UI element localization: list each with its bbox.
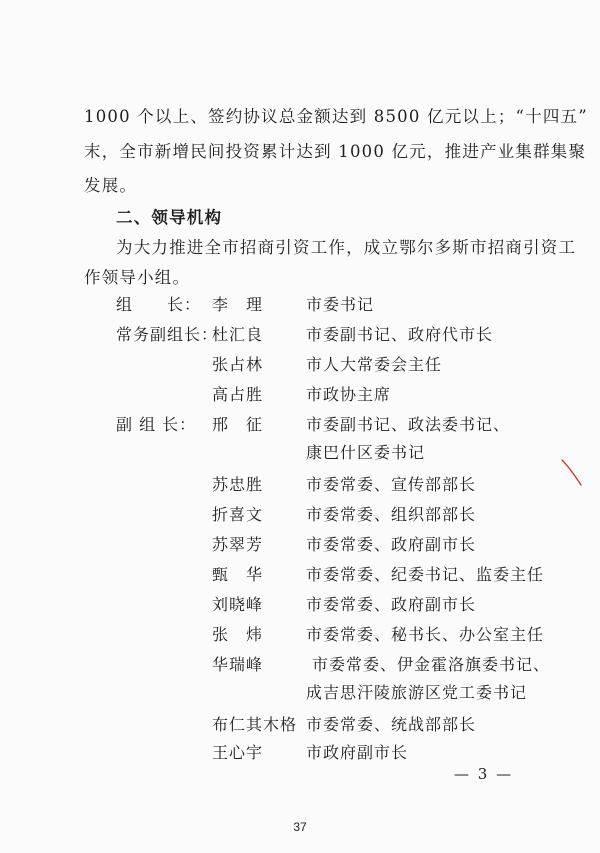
member-row [0, 352, 600, 378]
member-row [0, 532, 600, 558]
member-title: 市委常委、政府副市长 [306, 595, 477, 614]
member-title: 市人大常委会主任 [306, 355, 443, 374]
red-pen-mark-icon [560, 458, 584, 488]
member-name: 苏翠芳 [212, 535, 264, 554]
member-name: 张占林 [212, 355, 264, 374]
member-role: 常务副组长： [116, 325, 219, 344]
member-row [0, 412, 600, 438]
member-title: 市委常委、组织部部长 [306, 505, 477, 524]
member-title-continued: 康巴什区委书记 [306, 443, 426, 462]
member-title: 市委常委、统战部部长 [306, 715, 477, 734]
member-row [0, 592, 600, 618]
body-text-line: 1000 个以上、签约协议总金额达到 8500 亿元以上；“十四五” [84, 107, 588, 126]
member-row [0, 712, 600, 738]
section-heading: 二、领导机构 [116, 208, 223, 227]
body-text-line: 作领导小组。 [84, 268, 191, 287]
member-name: 华瑞峰 [212, 655, 264, 674]
body-text-line: 末，全市新增民间投资累计达到 1000 亿元，推进产业集群集聚 [84, 142, 587, 161]
member-name: 折喜文 [212, 505, 264, 524]
member-name: 王心宇 [212, 743, 264, 762]
member-role: 组 长： [116, 295, 202, 314]
member-name: 高占胜 [212, 385, 264, 404]
member-role: 副 组 长： [116, 415, 197, 434]
member-row-continuation [0, 440, 600, 466]
member-row [0, 322, 600, 348]
member-title: 市委副书记、政府代市长 [306, 325, 494, 344]
member-row [0, 292, 600, 318]
member-row [0, 382, 600, 408]
member-row-continuation [0, 680, 600, 706]
member-name: 张 炜 [212, 625, 264, 644]
member-title: 市委常委、宣传部部长 [306, 475, 477, 494]
member-name: 邢 征 [212, 415, 264, 434]
member-row [0, 622, 600, 648]
member-row [0, 740, 600, 766]
member-name: 苏忠胜 [212, 475, 264, 494]
member-name: 李 理 [212, 295, 264, 314]
member-name: 甄 华 [212, 565, 264, 584]
member-title: 市委书记 [306, 295, 375, 314]
member-row [0, 652, 600, 678]
member-name: 布仁其木格 [212, 715, 298, 734]
body-text-line: 为大力推进全市招商引资工作，成立鄂尔多斯市招商引资工 [116, 238, 577, 257]
member-title: 市政府副市长 [306, 743, 409, 762]
member-title: 市委常委、伊金霍洛旗委书记、 [312, 655, 551, 674]
body-text-line: 发展。 [84, 176, 138, 195]
member-row [0, 502, 600, 528]
page-number: — 3 — [454, 765, 514, 783]
member-name: 杜汇良 [212, 325, 264, 344]
member-row [0, 562, 600, 588]
member-title: 市委副书记、政法委书记、 [306, 415, 511, 434]
member-title: 市委常委、秘书长、办公室主任 [306, 625, 545, 644]
member-title: 市委常委、政府副市长 [306, 535, 477, 554]
member-title: 市委常委、纪委书记、监委主任 [306, 565, 545, 584]
member-row [0, 472, 600, 498]
member-name: 刘晓峰 [212, 595, 264, 614]
member-title: 市政协主席 [306, 385, 392, 404]
footer-page-number: 37 [293, 820, 307, 834]
member-title-continued: 成吉思汗陵旅游区党工委书记 [306, 683, 528, 702]
